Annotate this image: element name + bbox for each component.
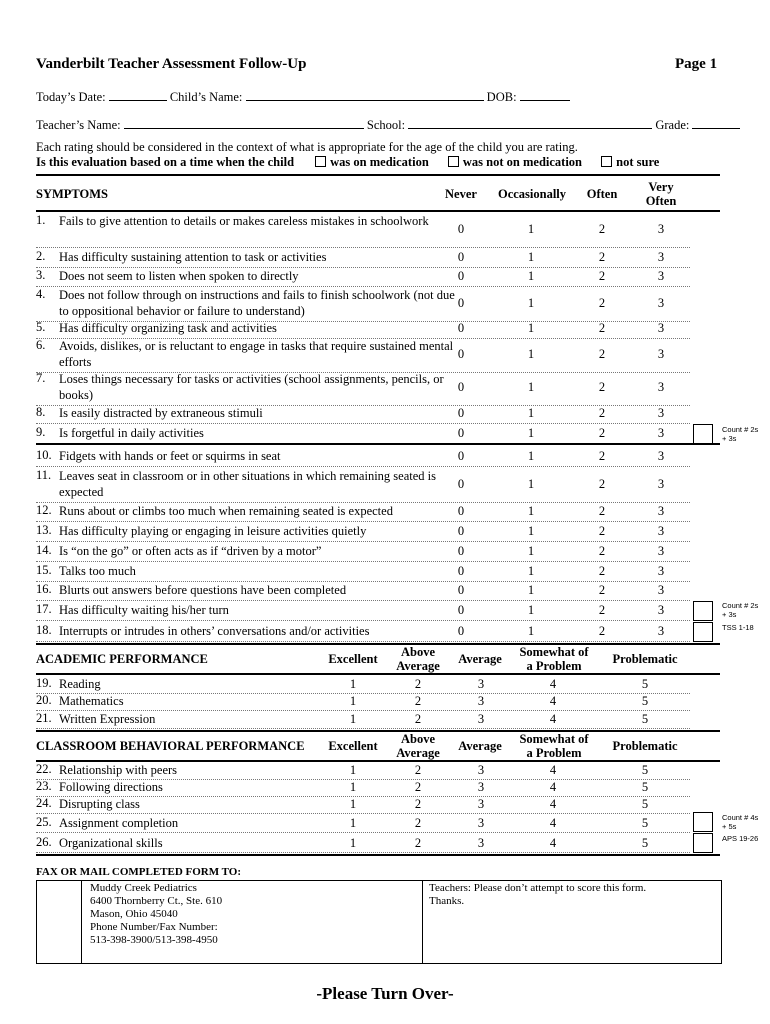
divider (36, 210, 720, 212)
symptom-number: 15. (36, 563, 52, 577)
divider (36, 730, 720, 732)
fax-blank-cell (37, 881, 82, 963)
academic-col-above: Above (400, 645, 436, 659)
rating-option[interactable]: 3 (477, 694, 485, 708)
academic-col-problematic: Problematic (612, 652, 678, 666)
rating-option[interactable]: 4 (549, 712, 557, 726)
rating-option[interactable]: 0 (457, 406, 465, 420)
symptom-number: 12. (36, 503, 52, 517)
classroom-heading: CLASSROOM BEHAVIORAL PERFORMANCE (36, 739, 305, 753)
rating-option[interactable]: 1 (527, 583, 535, 597)
rating-option[interactable]: 1 (527, 524, 535, 538)
please-turn-over: -Please Turn Over- (316, 984, 454, 1003)
teacher-note (429, 882, 646, 908)
rating-option[interactable]: 5 (641, 677, 649, 691)
symptom-number: 6. (36, 338, 46, 352)
rating-option[interactable]: 2 (598, 406, 606, 420)
item-text: Assignment completion (59, 816, 179, 830)
col-very-often-line1: Very (648, 180, 674, 194)
symptom-text: Leaves seat in classroom or in other situations in which remaining seated is expected (59, 469, 436, 499)
rating-option[interactable]: 3 (657, 222, 665, 236)
rating-option[interactable]: 1 (349, 816, 357, 830)
rating-option[interactable]: 0 (457, 564, 465, 578)
rating-option[interactable]: 4 (549, 836, 557, 850)
row-divider (36, 600, 690, 601)
rating-option[interactable]: 2 (598, 583, 606, 597)
rating-option[interactable]: 3 (657, 544, 665, 558)
symptom-number: 17. (36, 602, 52, 616)
row-divider (36, 541, 690, 542)
academic-col-somewhat (506, 645, 602, 673)
classroom-col-somewhat-line2: a Problem (526, 746, 582, 760)
rating-option[interactable]: 3 (657, 524, 665, 538)
rating-option[interactable]: 3 (477, 836, 485, 850)
symptom-number: 13. (36, 523, 52, 537)
symptom-text: Has difficulty organizing task and activities (59, 321, 277, 335)
rating-option[interactable]: 0 (457, 583, 465, 597)
rating-option[interactable]: 3 (477, 677, 485, 691)
rating-option[interactable]: 4 (549, 694, 557, 708)
symptom-number: 14. (36, 543, 52, 557)
row-divider (36, 813, 690, 814)
item-text: Organizational skills (59, 836, 163, 850)
symptom-number: 1. (36, 213, 46, 227)
option-not-on-medication: was not on medication (462, 155, 583, 169)
item-text: Disrupting class (59, 797, 140, 811)
col-never: Never (445, 187, 477, 201)
item-number: 19. (36, 676, 52, 690)
school-label: School: (366, 118, 406, 132)
rating-option[interactable]: 5 (641, 694, 649, 708)
rating-option[interactable]: 1 (527, 380, 535, 394)
row-divider (36, 852, 690, 853)
fax-address-line: Mason, Ohio 45040 (90, 908, 178, 920)
option-not-sure: not sure (616, 155, 660, 169)
medication-question (36, 155, 659, 170)
rating-option[interactable]: 4 (549, 816, 557, 830)
rating-option[interactable]: 5 (641, 712, 649, 726)
rating-option[interactable]: 3 (657, 504, 665, 518)
rating-option[interactable]: 1 (527, 624, 535, 638)
row-divider (36, 620, 690, 621)
rating-option[interactable]: 2 (414, 712, 422, 726)
symptom-number: 10. (36, 448, 52, 462)
dob-label: DOB: (486, 90, 517, 104)
rating-option[interactable]: 1 (349, 797, 357, 811)
instructions-text: Each rating should be considered in the context of what is appropriate for the age of the child you are rating. (36, 140, 578, 154)
symptom-number: 18. (36, 623, 52, 637)
childs-name-label: Child’s Name: (169, 90, 243, 104)
academic-col-above-average (390, 645, 446, 673)
classroom-col-average: Average (458, 739, 502, 753)
symptom-text: Avoids, dislikes, or is reluctant to engage in tasks that require sustained mental efforts (59, 339, 454, 369)
teachers-name-label: Teacher’s Name: (36, 118, 121, 132)
tss-box[interactable] (693, 622, 713, 642)
symptom-text: Talks too much (59, 564, 136, 578)
classroom-col-above: Above (400, 732, 436, 746)
classroom-col-somewhat (506, 732, 602, 760)
rating-option[interactable]: 1 (527, 544, 535, 558)
rating-option[interactable]: 2 (598, 269, 606, 283)
academic-col-average: Average (458, 652, 502, 666)
divider (36, 643, 720, 645)
rating-option[interactable]: 1 (527, 347, 535, 361)
symptom-text: Fails to give attention to details or makes careless mistakes in schoolwork (59, 214, 429, 228)
rating-option[interactable]: 4 (549, 763, 557, 777)
rating-option[interactable]: 1 (527, 449, 535, 463)
rating-option[interactable]: 3 (477, 780, 485, 794)
rating-option[interactable]: 3 (477, 712, 485, 726)
rating-option[interactable]: 2 (598, 477, 606, 491)
symptom-text: Has difficulty sustaining attention to task or activities (59, 250, 327, 264)
rating-option[interactable]: 1 (349, 780, 357, 794)
rating-option[interactable]: 3 (657, 477, 665, 491)
todays-date-label: Today’s Date: (36, 90, 106, 104)
symptom-text: Interrupts or intrudes in others’ conversations and/or activities (59, 624, 370, 638)
rating-option[interactable]: 2 (598, 347, 606, 361)
classroom-col-somewhat-line1: Somewhat of (519, 732, 589, 746)
fax-heading: FAX OR MAIL COMPLETED FORM TO: (36, 866, 242, 878)
rating-option[interactable]: 3 (477, 797, 485, 811)
rating-option[interactable]: 2 (598, 624, 606, 638)
teachers-name-field[interactable] (124, 128, 364, 129)
item-text: Written Expression (59, 712, 156, 726)
symptoms-heading: SYMPTOMS (36, 187, 108, 201)
count-box-inattentive[interactable] (693, 424, 713, 444)
rating-option[interactable]: 0 (457, 222, 465, 236)
rating-option[interactable]: 1 (527, 250, 535, 264)
rating-option[interactable]: 0 (457, 426, 465, 440)
childs-name-field[interactable] (246, 100, 484, 101)
checkbox-not-on-medication[interactable] (448, 156, 459, 167)
rating-option[interactable]: 1 (349, 694, 357, 708)
rating-option[interactable]: 3 (657, 269, 665, 283)
rating-option[interactable]: 1 (527, 477, 535, 491)
rating-option[interactable]: 2 (598, 564, 606, 578)
rating-option[interactable]: 2 (414, 816, 422, 830)
fax-address-line: Phone Number/Fax Number: (90, 921, 218, 933)
rating-option[interactable]: 2 (598, 250, 606, 264)
rating-option[interactable]: 1 (527, 564, 535, 578)
rating-option[interactable]: 2 (598, 449, 606, 463)
count-note-hyperactive: Count # 2s + 3s (722, 601, 759, 619)
dob-field[interactable] (520, 100, 570, 101)
rating-option[interactable]: 2 (598, 222, 606, 236)
rating-option[interactable]: 4 (549, 780, 557, 794)
rating-option[interactable]: 1 (527, 504, 535, 518)
item-number: 24. (36, 796, 52, 810)
count-box-performance[interactable] (693, 812, 713, 832)
symptom-text: Does not seem to listen when spoken to directly (59, 269, 299, 283)
count-note-performance: Count # 4s + 5s (722, 813, 759, 831)
rating-option[interactable]: 3 (657, 380, 665, 394)
rating-option[interactable]: 3 (657, 347, 665, 361)
symptom-number: 5. (36, 320, 46, 334)
fax-address-line: 6400 Thornberry Ct., Ste. 610 (90, 895, 223, 907)
rating-option[interactable]: 0 (457, 603, 465, 617)
symptom-number: 2. (36, 249, 46, 263)
rating-option[interactable]: 2 (598, 380, 606, 394)
row-divider (36, 466, 690, 467)
rating-option[interactable]: 2 (414, 677, 422, 691)
academic-col-excellent: Excellent (328, 652, 378, 666)
row-divider (36, 641, 690, 642)
item-text: Relationship with peers (59, 763, 178, 777)
row-divider (36, 832, 690, 833)
symptom-text: Does not follow through on instructions and fails to finish schoolwork (not due to oppositional behavior or failure to understand) (59, 288, 455, 318)
rating-option[interactable]: 2 (598, 321, 606, 335)
rating-option[interactable]: 2 (598, 504, 606, 518)
symptom-number: 11. (36, 468, 52, 482)
rating-option[interactable]: 0 (457, 321, 465, 335)
symptom-text: Has difficulty waiting his/her turn (59, 603, 229, 617)
row-divider (36, 561, 690, 562)
rating-option[interactable]: 1 (527, 406, 535, 420)
symptom-text: Is “on the go” or often acts as if “driven by a motor” (59, 544, 322, 558)
medication-question-text: Is this evaluation based on a time when the child (36, 155, 295, 169)
rating-option[interactable]: 1 (527, 426, 535, 440)
rating-option[interactable]: 3 (477, 816, 485, 830)
rating-option[interactable]: 1 (527, 222, 535, 236)
rating-option[interactable]: 3 (657, 583, 665, 597)
checkbox-on-medication[interactable] (315, 156, 326, 167)
page-number: Page 1 (675, 56, 718, 72)
symptom-number: 16. (36, 582, 52, 596)
todays-date-field[interactable] (109, 100, 167, 101)
rating-option[interactable]: 0 (457, 296, 465, 310)
col-often: Often (586, 187, 618, 201)
rating-option[interactable]: 5 (641, 780, 649, 794)
rating-option[interactable]: 0 (457, 449, 465, 463)
fax-address-line: 513-398-3900/513-398-4950 (90, 934, 218, 946)
rating-option[interactable]: 1 (527, 321, 535, 335)
teacher-line (36, 118, 740, 133)
symptom-text: Is easily distracted by extraneous stimuli (59, 406, 263, 420)
rating-option[interactable]: 3 (657, 296, 665, 310)
col-very-often (636, 180, 686, 208)
fax-box (36, 880, 722, 964)
symptom-number: 7. (36, 371, 46, 385)
academic-col-somewhat-line1: Somewhat of (519, 645, 589, 659)
teacher-note-line2: Thanks. (429, 895, 465, 907)
col-occasionally: Occasionally (497, 187, 567, 201)
rating-option[interactable]: 2 (414, 694, 422, 708)
col-very-often-line2: Often (645, 194, 677, 208)
rating-option[interactable]: 0 (457, 504, 465, 518)
item-text: Following directions (59, 780, 163, 794)
rating-option[interactable]: 1 (349, 836, 357, 850)
rating-option[interactable]: 2 (598, 524, 606, 538)
classroom-col-problematic: Problematic (612, 739, 678, 753)
rating-option[interactable]: 2 (598, 603, 606, 617)
rating-option[interactable]: 1 (527, 269, 535, 283)
rating-option[interactable]: 1 (349, 712, 357, 726)
rating-option[interactable]: 3 (657, 406, 665, 420)
row-divider (36, 728, 690, 729)
checkbox-not-sure[interactable] (601, 156, 612, 167)
rating-option[interactable]: 0 (457, 477, 465, 491)
row-divider (36, 521, 690, 522)
tss-note: TSS 1-18 (722, 623, 754, 632)
symptom-number: 3. (36, 268, 46, 282)
school-field[interactable] (408, 128, 652, 129)
rating-option[interactable]: 2 (598, 296, 606, 310)
rating-option[interactable]: 0 (457, 250, 465, 264)
date-line (36, 90, 570, 105)
item-number: 23. (36, 779, 52, 793)
classroom-col-excellent: Excellent (328, 739, 378, 753)
form-title: Vanderbilt Teacher Assessment Follow-Up (36, 56, 307, 72)
rating-option[interactable]: 5 (641, 797, 649, 811)
rating-option[interactable]: 5 (641, 836, 649, 850)
rating-option[interactable]: 2 (414, 836, 422, 850)
symptom-number: 9. (36, 425, 46, 439)
symptom-text: Blurts out answers before questions have been completed (59, 583, 347, 597)
rating-option[interactable]: 0 (457, 269, 465, 283)
item-number: 26. (36, 835, 52, 849)
rating-option[interactable]: 4 (549, 677, 557, 691)
symptom-text: Is forgetful in daily activities (59, 426, 204, 440)
symptom-text: Has difficulty playing or engaging in leisure activities quietly (59, 524, 367, 538)
academic-col-somewhat-line2: a Problem (526, 659, 582, 673)
rating-option[interactable]: 0 (457, 524, 465, 538)
grade-label: Grade: (655, 118, 690, 132)
fax-address-line: Muddy Creek Pediatrics (90, 882, 197, 894)
option-on-medication: was on medication (330, 155, 429, 169)
symptom-text: Fidgets with hands or feet or squirms in seat (59, 449, 281, 463)
rating-option[interactable]: 0 (457, 624, 465, 638)
row-divider (36, 423, 690, 424)
aps-note: APS 19-26 (722, 834, 759, 843)
rating-option[interactable]: 2 (598, 426, 606, 440)
fax-address-cell (82, 881, 423, 963)
rating-option[interactable]: 2 (414, 763, 422, 777)
row-divider (36, 443, 720, 445)
rating-option[interactable]: 0 (457, 380, 465, 394)
rating-option[interactable]: 1 (527, 296, 535, 310)
rating-option[interactable]: 5 (641, 816, 649, 830)
rating-option[interactable]: 2 (414, 797, 422, 811)
count-note-inattentive: Count # 2s + 3s (722, 425, 759, 443)
rating-option[interactable]: 0 (457, 347, 465, 361)
rating-option[interactable]: 2 (598, 544, 606, 558)
rating-option[interactable]: 3 (657, 449, 665, 463)
rating-option[interactable]: 2 (414, 780, 422, 794)
rating-option[interactable]: 3 (657, 426, 665, 440)
rating-option[interactable]: 1 (527, 603, 535, 617)
grade-field[interactable] (692, 128, 740, 129)
divider (36, 854, 720, 856)
aps-box[interactable] (693, 833, 713, 853)
rating-option[interactable]: 3 (657, 564, 665, 578)
symptom-number: 8. (36, 405, 46, 419)
item-text: Mathematics (59, 694, 124, 708)
rating-option[interactable]: 5 (641, 763, 649, 777)
item-text: Reading (59, 677, 101, 691)
item-number: 21. (36, 711, 52, 725)
rating-option[interactable]: 3 (657, 250, 665, 264)
divider (36, 174, 720, 176)
rating-option[interactable]: 3 (657, 321, 665, 335)
teacher-note-line1: Teachers: Please don’t attempt to score this form. (429, 882, 647, 894)
rating-option[interactable]: 1 (349, 763, 357, 777)
classroom-col-above-average (390, 732, 446, 760)
symptom-number: 4. (36, 287, 46, 301)
rating-option[interactable]: 0 (457, 544, 465, 558)
rating-option[interactable]: 4 (549, 797, 557, 811)
rating-option[interactable]: 3 (477, 763, 485, 777)
rating-option[interactable]: 1 (349, 677, 357, 691)
classroom-col-average-sub: Average (396, 746, 440, 760)
rating-option[interactable]: 3 (657, 624, 665, 638)
rating-option[interactable]: 3 (657, 603, 665, 617)
fax-address-lines (82, 881, 422, 947)
divider (36, 673, 720, 675)
item-number: 25. (36, 815, 52, 829)
item-number: 22. (36, 762, 52, 776)
academic-heading: ACADEMIC PERFORMANCE (36, 652, 208, 666)
academic-col-average-sub: Average (396, 659, 440, 673)
symptom-text: Loses things necessary for tasks or activities (school assignments, pencils, or books) (59, 372, 444, 402)
row-divider (36, 247, 690, 248)
count-box-hyperactive[interactable] (693, 601, 713, 621)
symptom-text: Runs about or climbs too much when remaining seated is expected (59, 504, 393, 518)
item-number: 20. (36, 693, 52, 707)
